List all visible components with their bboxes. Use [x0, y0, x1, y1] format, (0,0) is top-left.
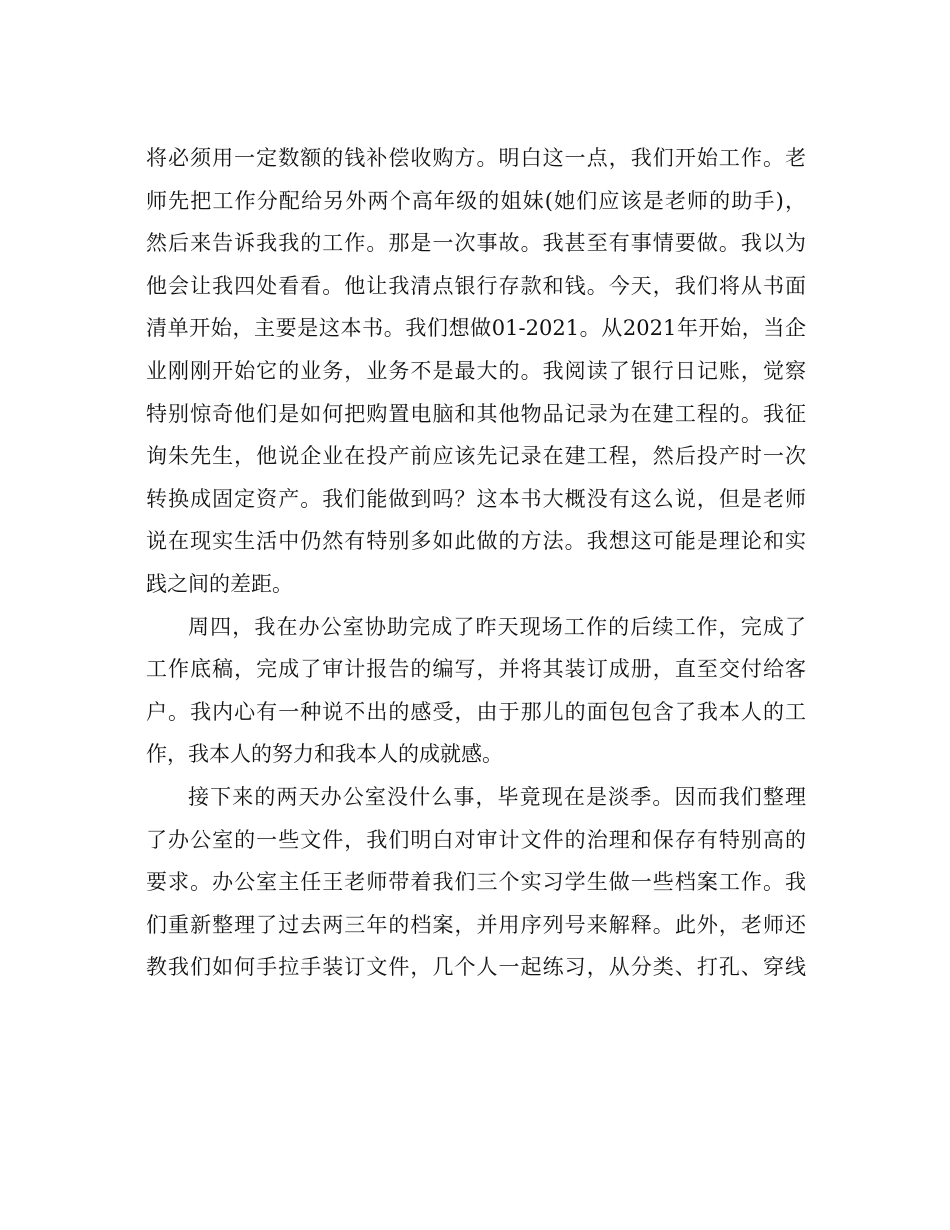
text-line: 要求。办公室主任王老师带着我们三个实习学生做一些档案工作。我 [146, 870, 806, 895]
text-line: 户。我内心有一种说不出的感受，由于那儿的面包包含了我本人的工 [146, 699, 806, 724]
text-line: 接下来的两天办公室没什么事，毕竟现在是淡季。因而我们整理 [188, 784, 806, 809]
text-line: 询朱先生，他说企业在投产前应该先记录在建工程，然后投产时一次 [146, 444, 806, 469]
text-line: 业刚刚开始它的业务，业务不是最大的。我阅读了银行日记账，觉察 [146, 358, 806, 383]
text-line: 将必须用一定数额的钱补偿收购方。明白这一点，我们开始工作。老 [146, 146, 806, 170]
text-line: 周四，我在办公室协助完成了昨天现场工作的后续工作，完成了 [188, 614, 806, 639]
paragraph-3 [146, 776, 806, 989]
text-line: 说在现实生活中仍然有特别多如此做的方法。我想这可能是理论和实 [146, 529, 806, 554]
text-line: 教我们如何手拉手装订文件，几个人一起练习，从分类、打孔、穿线 [146, 955, 806, 980]
text-line: 特别惊奇他们是如何把购置电脑和其他物品记录为在建工程的。我征 [146, 401, 806, 426]
paragraph-2 [146, 606, 806, 776]
document-body [146, 137, 806, 989]
text-line: 他会让我四处看看。他让我清点银行存款和钱。今天，我们将从书面 [146, 273, 806, 298]
text-line: 清单开始，主要是这本书。我们想做01-2021。从2021年开始，当企 [146, 316, 806, 341]
text-line: 作，我本人的努力和我本人的成就感。 [146, 742, 503, 767]
text-line: 转换成固定资产。我们能做到吗？这本书大概没有这么说，但是老师 [146, 486, 806, 511]
text-line: 践之间的差距。 [146, 571, 293, 596]
text-line: 了办公室的一些文件，我们明白对审计文件的治理和保存有特别高的 [146, 827, 806, 852]
text-line: 们重新整理了过去两三年的档案，并用序列号来解释。此外，老师还 [146, 912, 806, 937]
text-line: 然后来告诉我我的工作。那是一次事故。我甚至有事情要做。我以为 [146, 231, 806, 256]
text-line: 工作底稿，完成了审计报告的编写，并将其装订成册，直至交付给客 [146, 657, 806, 682]
paragraph-1 [146, 137, 806, 606]
text-line: 师先把工作分配给另外两个高年级的姐妹(她们应该是老师的助手)， [146, 188, 806, 213]
